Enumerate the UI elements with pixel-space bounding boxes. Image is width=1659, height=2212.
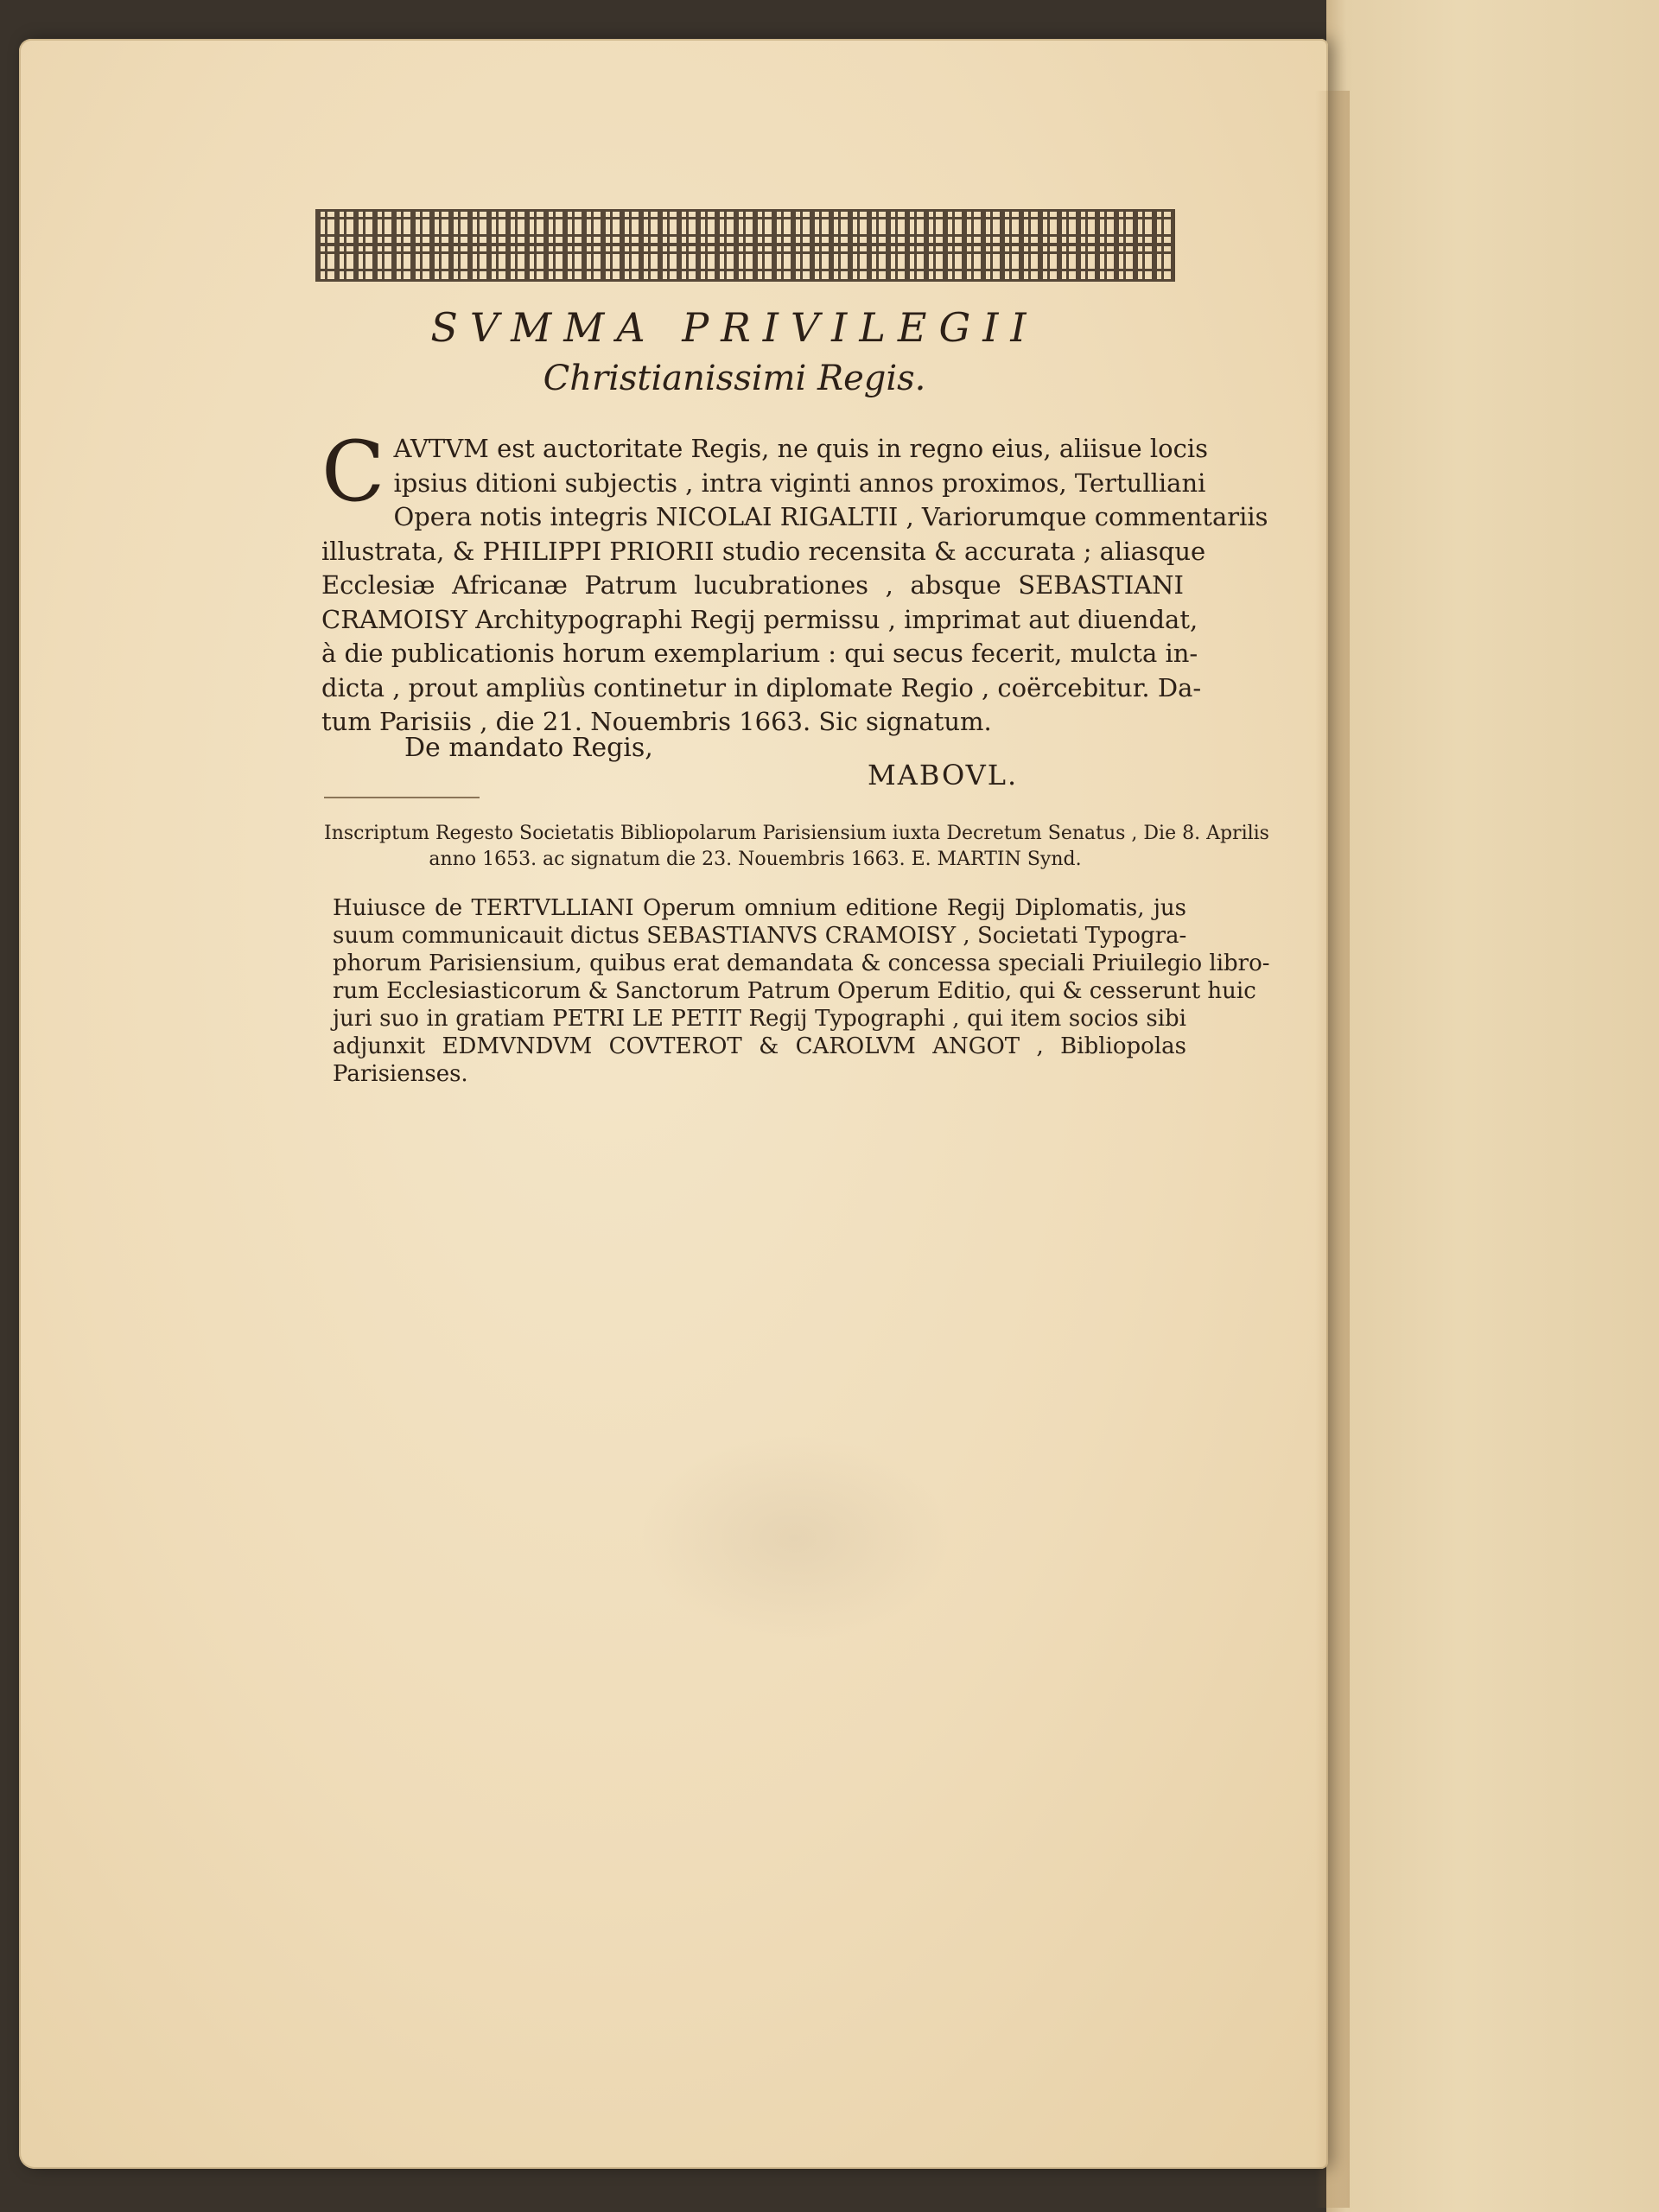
cession-line: adjunxit EDMVNDVM COVTEROT & CAROLVM ANGOT , Bibliopolas — [333, 1033, 1186, 1059]
page-gutter-shadow — [1315, 91, 1350, 2208]
signer-name: MABOVL. — [868, 759, 1019, 791]
body-line: Opera notis integris NICOLAI RIGALTII , Variorumque commentariis — [393, 502, 1268, 531]
divider-rule — [324, 797, 480, 798]
cession-line: rum Ecclesiasticorum & Sanctorum Patrum Operum Editio, qui & cesserunt huic — [333, 978, 1256, 1004]
privilege-subtitle: Christianissimi Regis. — [543, 359, 926, 398]
body-line: Ecclesiæ Africanæ Patrum lucubrationes , absque SEBASTIANI — [321, 570, 1184, 600]
cession-line: phorum Parisiensium, quibus erat demandata & concessa speciali Priuilegio libro- — [333, 950, 1270, 976]
registry-line: Inscriptum Regesto Societatis Bibliopolarum Parisiensium iuxta Decretum Senatus , Die 8. Aprilis — [324, 823, 1269, 844]
faint-show-through-ornament — [639, 1434, 950, 1642]
body-line: ipsius ditioni subjectis , intra viginti annos proximos, Tertulliani — [393, 467, 1206, 498]
privilege-body — [321, 423, 1268, 740]
mandate-line: De mandato Regis, — [404, 733, 653, 763]
body-line: à die publicationis horum exemplarium : qui secus fecerit, mulcta in- — [321, 639, 1198, 668]
body-line: CRAMOISY Architypographi Regij permissu , imprimat aut diuendat, — [321, 604, 1198, 634]
body-line: dicta , prout ampliùs continetur in diplomate Regio , coërcebitur. Da- — [321, 672, 1202, 702]
decorative-headpiece — [315, 209, 1175, 282]
body-line: AVTVM est auctoritate Regis, ne quis in regno eius, aliisue locis — [393, 434, 1209, 463]
facing-page — [1326, 0, 1659, 2212]
body-line: tum Parisiis , die 21. Nouembris 1663. Sic signatum. — [321, 707, 992, 736]
registry-line: anno 1653. ac signatum die 23. Nouembris 1663. E. MARTIN Synd. — [429, 849, 1082, 870]
cession-line: Parisienses. — [333, 1061, 468, 1087]
drop-capital: C — [321, 423, 385, 520]
cession-line: suum communicauit dictus SEBASTIANVS CRAMOISY , Societati Typogra- — [333, 923, 1187, 949]
cession-line: juri suo in gratiam PETRI LE PETIT Regij Typographi , qui item socios sibi — [333, 1006, 1186, 1032]
privilege-title: SVMMA PRIVILEGII — [430, 304, 1039, 351]
registry-note — [324, 821, 1269, 873]
cession-paragraph — [333, 894, 1270, 1088]
body-line: illustrata, & PHILIPPI PRIORII studio recensita & accurata ; aliasque — [321, 536, 1206, 566]
cession-line: Huiusce de TERTVLLIANI Operum omnium editione Regij Diplomatis, jus — [333, 895, 1186, 921]
